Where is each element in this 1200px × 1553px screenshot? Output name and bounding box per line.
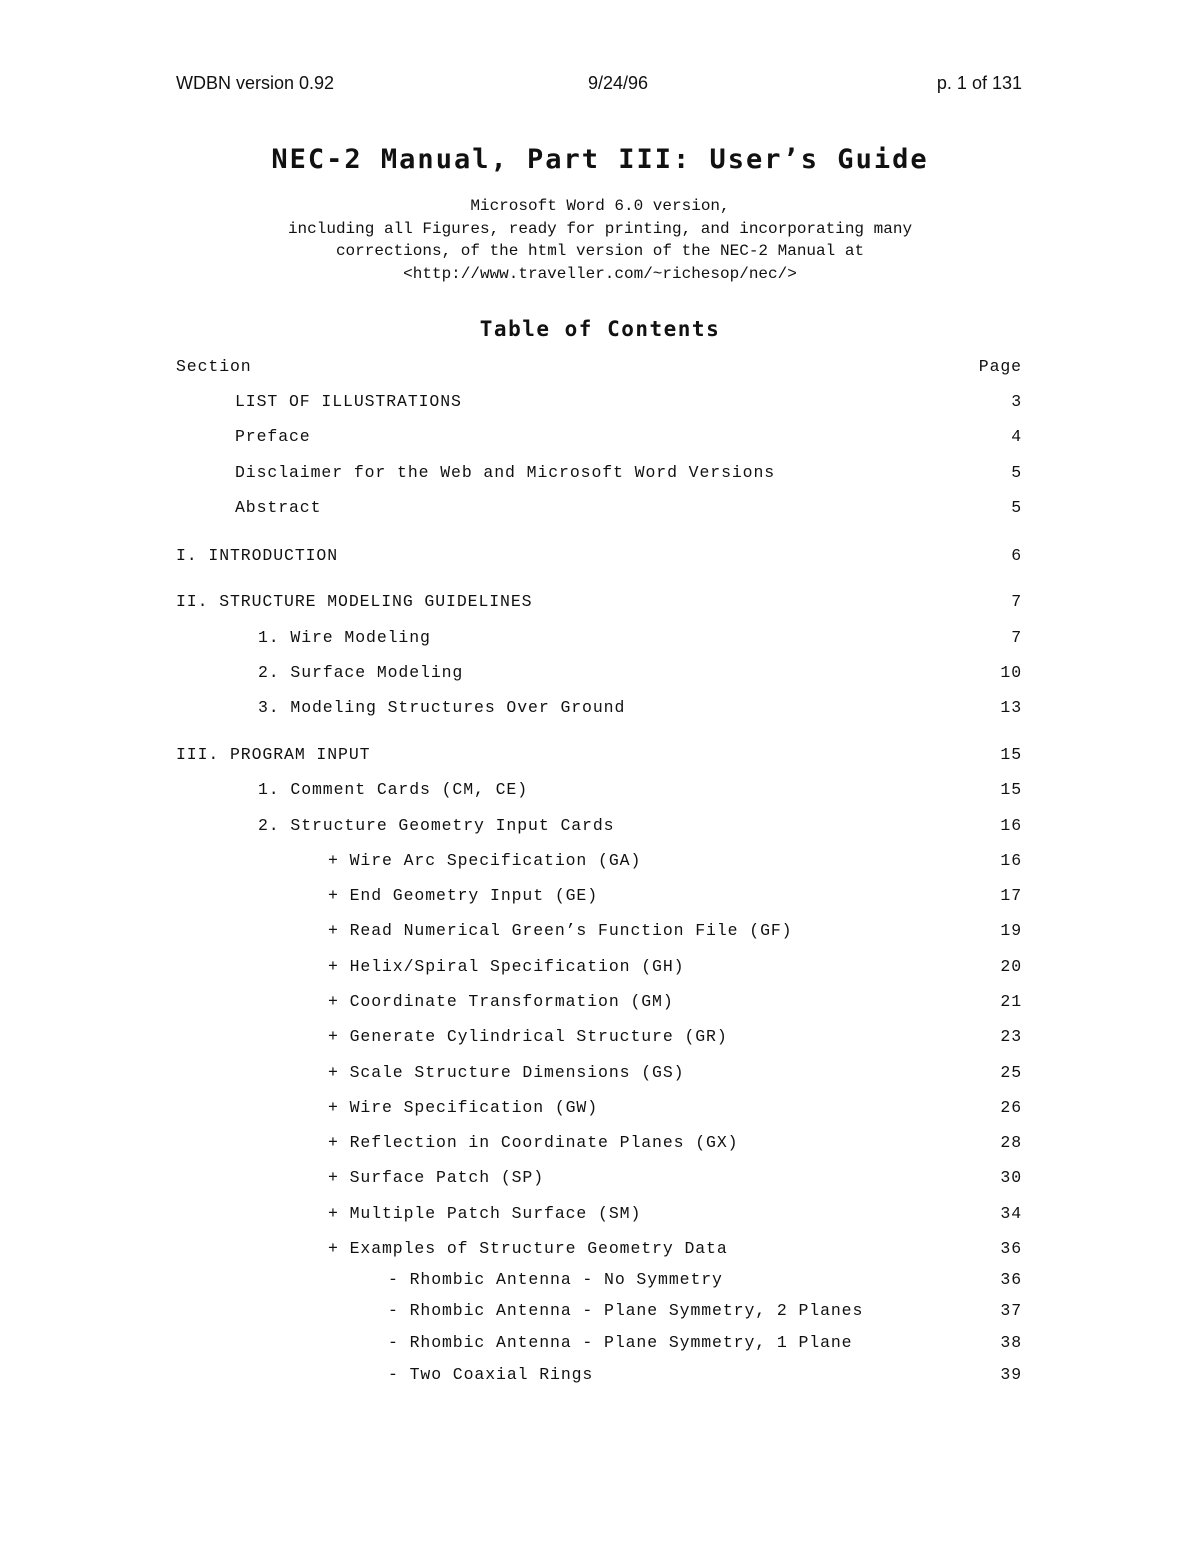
- toc-entry-page: 17: [1000, 886, 1022, 905]
- toc-entry-page: 39: [1000, 1365, 1022, 1384]
- toc-entry-label: - Rhombic Antenna - Plane Symmetry, 2 Planes: [388, 1301, 864, 1320]
- toc-entry-label: 2. Surface Modeling: [258, 663, 464, 682]
- toc-entry-label: + Surface Patch (SP): [328, 1168, 545, 1187]
- toc-entry-label: + Examples of Structure Geometry Data: [328, 1239, 728, 1258]
- toc-entry-page: 34: [1000, 1204, 1022, 1223]
- toc-entry[interactable]: [176, 814, 1022, 838]
- toc-heading: Table of Contents: [479, 317, 721, 341]
- toc-entry-page: 7: [1011, 628, 1022, 647]
- toc-entry[interactable]: [176, 390, 1022, 414]
- toc-entry-page: 4: [1011, 427, 1022, 446]
- toc-entry[interactable]: [176, 1166, 1022, 1190]
- toc-entry[interactable]: [176, 1237, 1022, 1261]
- toc-entry-label: I. INTRODUCTION: [176, 546, 339, 565]
- toc-entry-label: + Wire Arc Specification (GA): [328, 851, 642, 870]
- toc-entry[interactable]: [176, 1025, 1022, 1049]
- toc-entry-page: 37: [1000, 1301, 1022, 1320]
- toc-entry-label: Abstract: [235, 498, 322, 517]
- toc-entry-page: 13: [1000, 698, 1022, 717]
- toc-entry-page: 6: [1011, 546, 1022, 565]
- toc-entry-label: + Coordinate Transformation (GM): [328, 992, 674, 1011]
- document-title: NEC-2 Manual, Part III: User’s Guide: [271, 144, 929, 175]
- toc-entry-page: 19: [1000, 921, 1022, 940]
- toc-entry-label: + Helix/Spiral Specification (GH): [328, 957, 685, 976]
- header-date: 9/24/96: [588, 73, 649, 93]
- toc-entry-page: 15: [1000, 780, 1022, 799]
- toc-entry-label: Preface: [235, 427, 311, 446]
- toc-entry[interactable]: [176, 425, 1022, 449]
- toc-entry[interactable]: [176, 1331, 1022, 1355]
- toc-entry[interactable]: [176, 496, 1022, 520]
- toc-entry-page: 38: [1000, 1333, 1022, 1352]
- toc-entry[interactable]: [176, 849, 1022, 873]
- toc-entry-label: - Rhombic Antenna - Plane Symmetry, 1 Plane: [388, 1333, 853, 1352]
- header-page-number: p. 1 of 131: [936, 73, 1022, 93]
- toc-entry-label: 1. Comment Cards (CM, CE): [258, 780, 529, 799]
- subtitle-line: Microsoft Word 6.0 version,: [470, 197, 730, 215]
- section-column-header: Section: [176, 357, 252, 376]
- toc-entry[interactable]: [176, 1131, 1022, 1155]
- toc-entry-page: 10: [1000, 663, 1022, 682]
- toc-entry-label: + Generate Cylindrical Structure (GR): [328, 1027, 728, 1046]
- toc-entry-label: + End Geometry Input (GE): [328, 886, 599, 905]
- toc-entry-page: 7: [1011, 592, 1022, 611]
- toc-entry[interactable]: [176, 1061, 1022, 1085]
- toc-entry-page: 23: [1000, 1027, 1022, 1046]
- toc-chapter[interactable]: [176, 743, 1022, 767]
- toc-entry-label: 3. Modeling Structures Over Ground: [258, 698, 626, 717]
- toc-entry[interactable]: [176, 461, 1022, 485]
- toc-entry[interactable]: [176, 1299, 1022, 1323]
- toc-entry-page: 26: [1000, 1098, 1022, 1117]
- toc-chapter[interactable]: [176, 590, 1022, 614]
- toc-entry-label: - Rhombic Antenna - No Symmetry: [388, 1270, 723, 1289]
- toc-entry-page: 21: [1000, 992, 1022, 1011]
- toc-entry-label: - Two Coaxial Rings: [388, 1365, 594, 1384]
- subtitle-line: corrections, of the html version of the NEC-2 Manual at: [335, 242, 865, 260]
- toc-entry[interactable]: [176, 696, 1022, 720]
- toc-entry-page: 36: [1000, 1270, 1022, 1289]
- subtitle-link: <http://www.traveller.com/~richesop/nec/>: [403, 264, 797, 283]
- toc-entry-page: 16: [1000, 816, 1022, 835]
- toc-entry-page: 30: [1000, 1168, 1022, 1187]
- toc-entry-label: Disclaimer for the Web and Microsoft Word Versions: [235, 463, 776, 482]
- toc-entry-page: 16: [1000, 851, 1022, 870]
- toc-entry-page: 15: [1000, 745, 1022, 764]
- toc-entry-label: 1. Wire Modeling: [258, 628, 431, 647]
- toc-entry[interactable]: [176, 1268, 1022, 1292]
- subtitle-line: including all Figures, ready for printing, and incorporating many: [287, 219, 913, 238]
- toc-entry-page: 36: [1000, 1239, 1022, 1258]
- toc-entry[interactable]: [176, 661, 1022, 685]
- toc-entry-page: 5: [1011, 463, 1022, 482]
- toc-entry[interactable]: [176, 919, 1022, 943]
- toc-entry[interactable]: [176, 884, 1022, 908]
- toc-entry[interactable]: [176, 1096, 1022, 1120]
- toc-entry-label: + Read Numerical Green’s Function File (GF): [328, 921, 793, 940]
- toc-entry-page: 25: [1000, 1063, 1022, 1082]
- toc-entry-label: + Reflection in Coordinate Planes (GX): [328, 1133, 739, 1152]
- toc-entry[interactable]: [176, 955, 1022, 979]
- toc-entry-page: 3: [1011, 392, 1022, 411]
- toc-entry[interactable]: [176, 626, 1022, 650]
- toc-entry-label: 2. Structure Geometry Input Cards: [258, 816, 615, 835]
- page-header: [176, 70, 1022, 96]
- toc-entry-label: + Wire Specification (GW): [328, 1098, 599, 1117]
- toc-entry[interactable]: [176, 1202, 1022, 1226]
- toc-entry[interactable]: [176, 990, 1022, 1014]
- toc-entry-label: + Multiple Patch Surface (SM): [328, 1204, 642, 1223]
- toc-column-headers: [176, 355, 1022, 379]
- toc-entry-page: 28: [1000, 1133, 1022, 1152]
- document-subtitle: [0, 195, 1200, 285]
- toc-entry-label: II. STRUCTURE MODELING GUIDELINES: [176, 592, 533, 611]
- header-version: WDBN version 0.92: [176, 73, 335, 93]
- toc-entry[interactable]: [176, 1363, 1022, 1387]
- toc-entry[interactable]: [176, 778, 1022, 802]
- toc-entry-label: LIST OF ILLUSTRATIONS: [235, 392, 462, 411]
- toc-chapter[interactable]: [176, 544, 1022, 568]
- toc-entry-page: 20: [1000, 957, 1022, 976]
- toc-entry-label: III. PROGRAM INPUT: [176, 745, 371, 764]
- page-column-header: Page: [978, 357, 1022, 376]
- toc-entry-label: + Scale Structure Dimensions (GS): [328, 1063, 685, 1082]
- toc-entry-page: 5: [1011, 498, 1022, 517]
